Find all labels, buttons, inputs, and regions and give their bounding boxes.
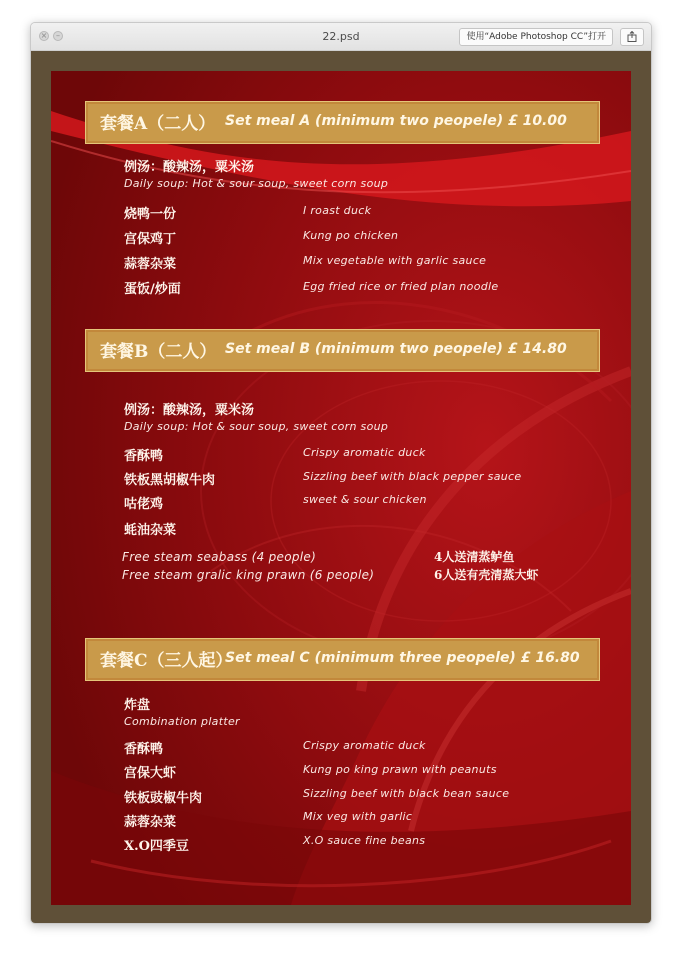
meal-b-free-1-en: Free steam seabass (4 people) <box>122 550 317 564</box>
meal-a-soup-en: Daily soup: Hot & sour soup, sweet corn soup <box>124 177 389 190</box>
preview-window <box>30 22 652 924</box>
meal-a-item-2-zh: 宫保鸡丁 <box>124 232 177 247</box>
meal-b-title-en: Set meal B (minimum two peopele) £ 14.80 <box>225 341 567 357</box>
meal-a-item-3-en: Mix vegetable with garlic sauce <box>303 254 487 267</box>
window-title: 22.psd <box>322 30 360 43</box>
meal-b-item-1-en: Crispy aromatic duck <box>303 446 426 459</box>
document-canvas <box>31 51 651 923</box>
meal-c-item-1-zh: 香酥鸭 <box>124 742 164 757</box>
meal-c-item-4-en: Mix veg with garlic <box>303 810 413 823</box>
meal-b-free-1-zh: 4人送清蒸鲈鱼 <box>434 550 515 564</box>
menu-page <box>51 71 631 905</box>
meal-a-item-1-en: I roast duck <box>303 204 372 217</box>
meal-c-starter-zh: 炸盘 <box>124 698 151 713</box>
meal-c-starter-en: Combination platter <box>124 715 240 728</box>
meal-b-title-zh: 套餐B（二人） <box>100 342 217 362</box>
meal-a-soup-zh: 例汤：酸辣汤，粟米汤 <box>124 160 255 175</box>
meal-b-free-2-en: Free steam gralic king prawn (6 people) <box>122 568 375 582</box>
meal-c-item-1-en: Crispy aromatic duck <box>303 739 426 752</box>
meal-c-item-5-zh: X.O四季豆 <box>124 839 189 854</box>
meal-b-item-2-zh: 铁板黑胡椒牛肉 <box>124 473 216 488</box>
meal-b-item-4-zh: 蚝油杂菜 <box>124 523 177 538</box>
meal-a-title-zh: 套餐A（二人） <box>100 114 216 134</box>
meal-b-header <box>85 329 600 372</box>
meal-c-item-5-en: X.O sauce fine beans <box>303 834 426 847</box>
meal-a-title-en: Set meal A (minimum two peopele) £ 10.00 <box>225 113 567 129</box>
meal-c-item-4-zh: 蒜蓉杂菜 <box>124 815 177 830</box>
meal-b-item-2-en: Sizzling beef with black pepper sauce <box>303 470 522 483</box>
share-button[interactable] <box>620 28 644 46</box>
meal-c-item-2-en: Kung po king prawn with peanuts <box>303 763 497 776</box>
meal-b-soup-zh: 例汤：酸辣汤，粟米汤 <box>124 403 255 418</box>
meal-b-item-3-zh: 咕佬鸡 <box>124 497 164 512</box>
meal-c-header <box>85 638 600 681</box>
meal-a-header <box>85 101 600 144</box>
minimize-icon: – <box>56 31 60 40</box>
meal-c-item-3-zh: 铁板豉椒牛肉 <box>124 791 203 806</box>
meal-c-title-zh: 套餐C（三人起） <box>100 651 233 671</box>
open-with-photoshop-button[interactable]: 使用“Adobe Photoshop CC”打开 <box>459 28 613 46</box>
meal-b-item-3-en: sweet & sour chicken <box>303 493 427 506</box>
meal-c-title-en: Set meal C (minimum three peopele) £ 16.80 <box>225 650 580 666</box>
meal-c-item-3-en: Sizzling beef with black bean sauce <box>303 787 510 800</box>
meal-a-item-3-zh: 蒜蓉杂菜 <box>124 257 177 272</box>
meal-b-item-1-zh: 香酥鸭 <box>124 449 164 464</box>
meal-c-item-2-zh: 宫保大虾 <box>124 766 177 781</box>
title-bar <box>31 23 651 51</box>
meal-a-item-4-en: Egg fried rice or fried plan noodle <box>303 280 499 293</box>
meal-a-item-4-zh: 蛋饭/炒面 <box>124 282 181 297</box>
close-icon: × <box>40 31 48 40</box>
meal-b-soup-en: Daily soup: Hot & sour soup, sweet corn soup <box>124 420 389 433</box>
share-icon <box>627 31 637 42</box>
meal-a-item-1-zh: 烧鸭一份 <box>124 207 177 222</box>
meal-a-item-2-en: Kung po chicken <box>303 229 399 242</box>
meal-b-free-2-zh: 6人送有壳清蒸大虾 <box>434 568 539 582</box>
